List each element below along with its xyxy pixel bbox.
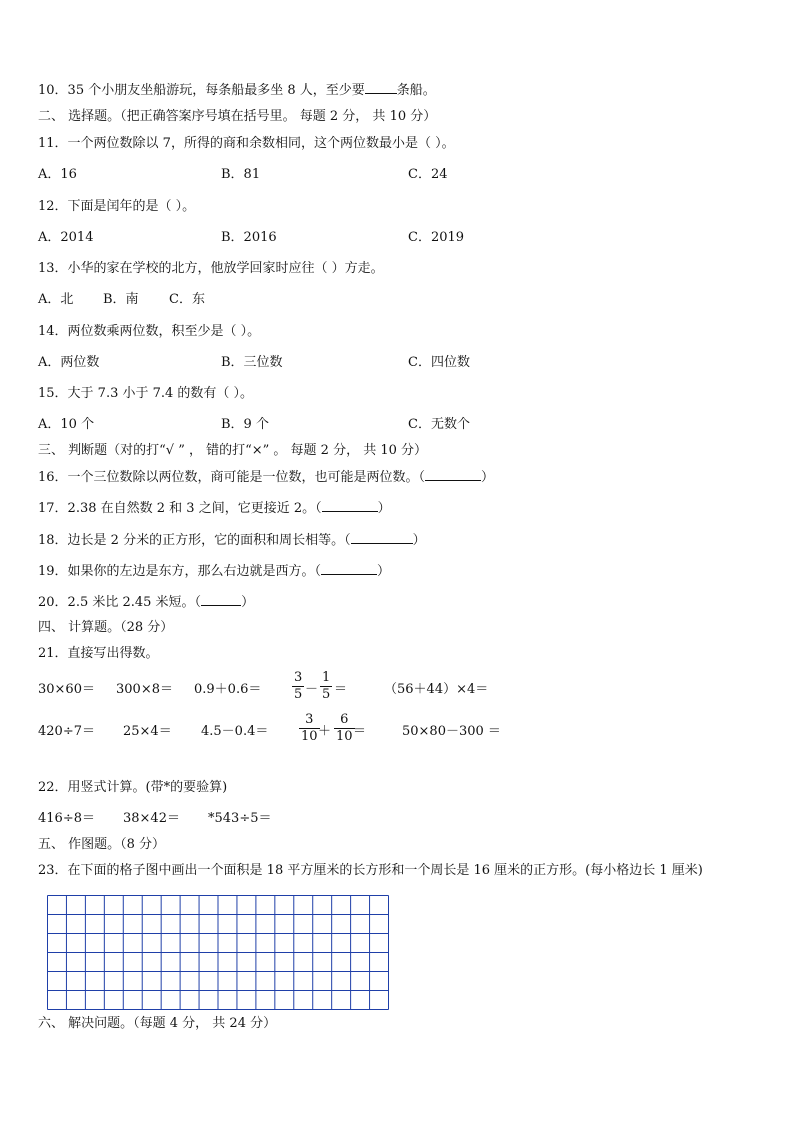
section-2-heading: 二、 选择题。（把正确答案序号填在括号里。 每题 2 分， 共 10 分）	[38, 109, 437, 124]
q13-option-b[interactable]: B．南	[103, 292, 139, 307]
close-paren: ）	[377, 501, 391, 516]
denominator: 10	[336, 729, 353, 744]
calc-item: 0.9＋0.6＝	[194, 682, 262, 697]
section-6-heading: 六、 解决问题。（每题 4 分， 共 24 分）	[38, 1016, 277, 1031]
fraction-6-10	[334, 712, 355, 745]
q12-option-b[interactable]: B．2016	[221, 230, 277, 245]
denominator: 5	[294, 687, 303, 702]
equals-sign: ＝	[334, 682, 348, 697]
fraction-1-5	[320, 670, 332, 703]
close-paren: ）	[481, 470, 495, 485]
question-text: 18．边长是 2 分米的正方形，它的面积和周长相等。（	[38, 533, 351, 548]
grid-svg[interactable]	[47, 895, 389, 1010]
close-paren: ）	[241, 595, 255, 610]
q15-option-a[interactable]: A．10 个	[38, 417, 95, 432]
denominator: 10	[301, 729, 318, 744]
question-22: 22．用竖式计算。(带*的要验算)	[38, 780, 228, 795]
q14-option-b[interactable]: B．三位数	[221, 355, 283, 370]
answer-blank[interactable]	[365, 81, 397, 94]
calc-item: 25×4＝	[123, 724, 172, 739]
question-11: 11．一个两位数除以 7，所得的商和余数相同，这个两位数最小是（ ）。	[38, 136, 455, 151]
q13-option-a[interactable]: A．北	[38, 292, 74, 307]
equals-sign: ＝	[353, 724, 367, 739]
question-16	[38, 468, 494, 487]
answer-blank[interactable]	[425, 468, 481, 481]
fraction-3-5	[292, 670, 304, 703]
calc-item: 50×80－300 ＝	[402, 724, 501, 739]
q11-option-a[interactable]: A．16	[38, 167, 77, 182]
question-text: 17．2.38 在自然数 2 和 3 之间，它更接近 2。（	[38, 501, 322, 516]
q15-option-b[interactable]: B．9 个	[221, 417, 269, 432]
calc-item: （56＋44）×4＝	[384, 682, 489, 697]
q15-option-c[interactable]: C．无数个	[408, 417, 470, 432]
question-14: 14．两位数乘两位数，积至少是（ ）。	[38, 324, 261, 339]
question-number: 10．	[38, 83, 68, 98]
q11-option-c[interactable]: C．24	[408, 167, 448, 182]
drawing-grid[interactable]	[47, 895, 389, 1010]
close-paren: ）	[412, 533, 426, 548]
fraction-3-10	[299, 712, 320, 745]
calc-item: 30×60＝	[38, 682, 95, 697]
numerator: 3	[305, 712, 314, 727]
minus-sign: －	[305, 682, 319, 697]
q12-option-a[interactable]: A．2014	[38, 230, 94, 245]
question-10	[38, 81, 436, 100]
question-text: 16．一个三位数除以两位数，商可能是一位数，也可能是两位数。（	[38, 470, 426, 485]
question-18	[38, 531, 426, 550]
denominator: 5	[322, 687, 331, 702]
q14-option-a[interactable]: A．两位数	[38, 355, 100, 370]
close-paren: ）	[377, 564, 391, 579]
question-19	[38, 562, 390, 581]
calc-item: 4.5－0.4＝	[201, 724, 269, 739]
q11-option-b[interactable]: B．81	[221, 167, 261, 182]
question-text-end: 条船。	[396, 83, 436, 98]
answer-blank[interactable]	[321, 562, 377, 575]
calc-item: 38×42＝	[123, 811, 180, 826]
question-21: 21．直接写出得数。	[38, 646, 159, 661]
q13-option-c[interactable]: C．东	[169, 292, 205, 307]
question-15: 15．大于 7.3 小于 7.4 的数有（ ）。	[38, 386, 254, 401]
section-3-heading: 三、 判断题（对的打“√ ” ， 错的打“×” 。 每题 2 分， 共 10 分）	[38, 443, 428, 458]
question-17	[38, 499, 391, 518]
answer-blank[interactable]	[322, 499, 378, 512]
calc-item: 420÷7＝	[38, 724, 95, 739]
section-5-heading: 五、 作图题。（8 分）	[38, 837, 166, 852]
numerator: 3	[294, 670, 303, 685]
question-12: 12．下面是闰年的是（ ）。	[38, 199, 196, 214]
question-20	[38, 593, 254, 612]
question-text: 20．2.5 米比 2.45 米短。（	[38, 595, 202, 610]
question-text: 19．如果你的左边是东方，那么右边就是西方。（	[38, 564, 322, 579]
calc-item: 300×8＝	[116, 682, 173, 697]
section-4-heading: 四、 计算题。（28 分）	[38, 620, 174, 635]
question-text: 35 个小朋友坐船游玩，每条船最多坐 8 人，至少要	[67, 83, 365, 98]
calc-item: 416÷8＝	[38, 811, 95, 826]
plus-sign: ＋	[318, 724, 332, 739]
question-13: 13．小华的家在学校的北方，他放学回家时应往（ ）方走。	[38, 261, 384, 276]
numerator: 6	[340, 712, 349, 727]
question-23: 23．在下面的格子图中画出一个面积是 18 平方厘米的长方形和一个周长是 16 厘米的正方形。(每小格边长 1 厘米)	[38, 863, 703, 878]
q14-option-c[interactable]: C．四位数	[408, 355, 470, 370]
q12-option-c[interactable]: C．2019	[408, 230, 465, 245]
numerator: 1	[322, 670, 331, 685]
calc-item: *543÷5＝	[208, 811, 272, 826]
answer-blank[interactable]	[201, 593, 241, 606]
answer-blank[interactable]	[351, 531, 413, 544]
